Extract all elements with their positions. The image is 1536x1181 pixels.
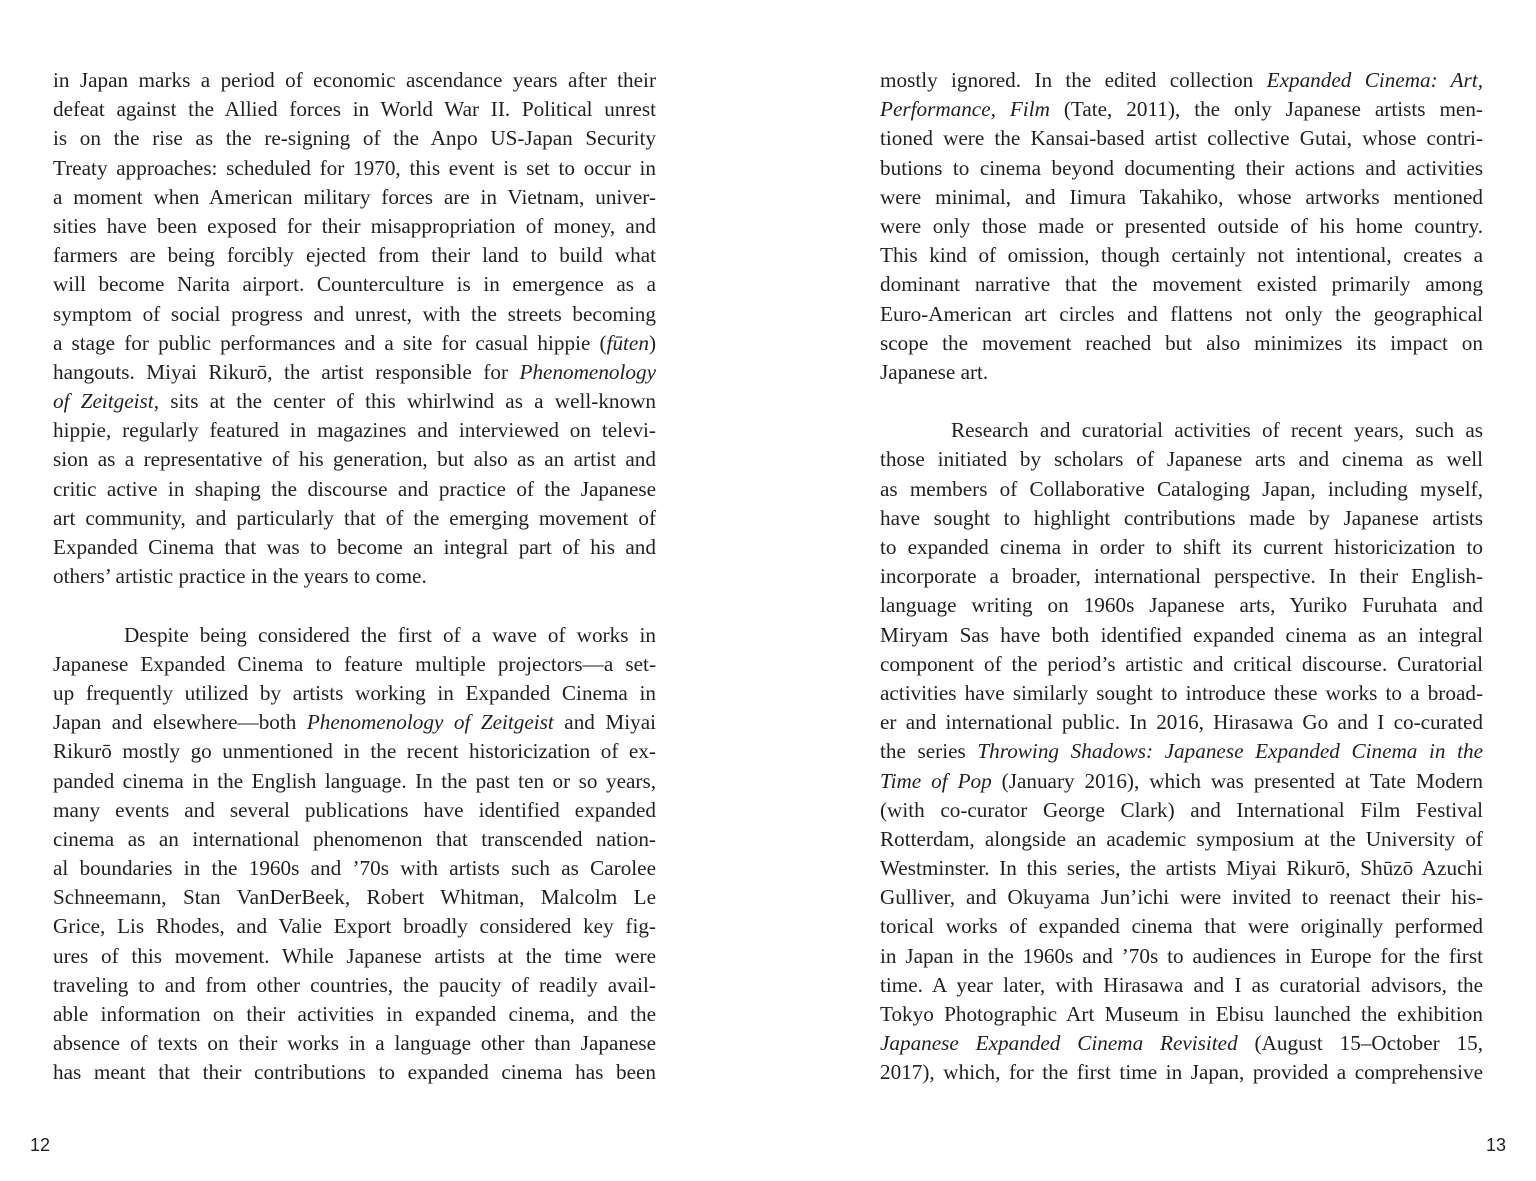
text-segment: were minimal, and Iimura Takahiko, whose artworks mentioned <box>880 184 1483 209</box>
text-segment: sion as a representative of his generation, but also as an artist and <box>53 447 656 472</box>
text-segment: ) <box>648 330 656 355</box>
text-line <box>53 796 656 825</box>
text-line <box>53 1058 656 1087</box>
text-line <box>53 912 656 941</box>
text-line <box>880 1058 1483 1087</box>
text-line <box>53 154 656 183</box>
text-segment: torical works of expanded cinema that were originally performed <box>880 914 1483 939</box>
paragraph <box>880 416 1483 1087</box>
text-segment: Expanded Cinema that was to become an integral part of his and <box>53 535 656 559</box>
text-segment: language writing on 1960s Japanese arts, Yuriko Furuhata and <box>880 593 1483 618</box>
text-segment: has meant that their contributions to expanded cinema has been <box>53 1060 656 1085</box>
text-segment: have sought to highlight contributions made by Japanese artists <box>880 505 1483 530</box>
text-segment: many events and several publications have identified expanded <box>53 797 656 822</box>
text-segment: scope the movement reached but also minimizes its impact on <box>880 330 1483 355</box>
text-line <box>53 358 656 387</box>
text-line <box>880 95 1483 124</box>
text-line <box>53 825 656 854</box>
text-line <box>880 183 1483 212</box>
text-line <box>880 591 1483 620</box>
text-line <box>880 416 1483 445</box>
text-segment: sities have been exposed for their misappropriation of money, and <box>53 213 656 238</box>
text-segment: Gulliver, and Okuyama Jun’ichi were invited to reenact their his- <box>880 885 1483 910</box>
text-line <box>880 912 1483 941</box>
text-segment: absence of texts on their works in a language other than Japanese <box>53 1031 656 1056</box>
text-line <box>53 183 656 212</box>
text-segment: Japanese art. <box>880 359 989 384</box>
text-line <box>880 533 1483 562</box>
text-segment: art community, and particularly that of the emerging movement of <box>53 505 656 530</box>
text-segment: Despite being considered the first of a wave of works in <box>124 622 656 647</box>
text-segment: Research and curatorial activities of recent years, such as <box>951 418 1483 443</box>
text-line <box>880 241 1483 270</box>
paragraph <box>53 621 656 1088</box>
text-segment: symptom of social progress and unrest, with the streets becoming <box>53 301 656 326</box>
text-line <box>53 883 656 912</box>
text-line <box>880 300 1483 329</box>
text-line <box>53 533 656 562</box>
text-line <box>53 329 656 358</box>
text-line <box>53 241 656 270</box>
text-segment: those initiated by scholars of Japanese arts and cinema as well <box>880 447 1483 472</box>
text-line <box>53 475 656 504</box>
text-line <box>53 767 656 796</box>
text-segment: butions to cinema beyond documenting their actions and activities <box>880 155 1483 180</box>
text-segment: Japanese Expanded Cinema to feature multiple projectors—a set- <box>53 651 656 676</box>
italic-title: Expanded Cinema: Art, <box>1266 68 1483 92</box>
text-segment: a moment when American military forces are in Vietnam, univer- <box>53 184 656 209</box>
text-line <box>53 416 656 445</box>
text-line <box>880 124 1483 153</box>
text-line <box>53 650 656 679</box>
text-segment: Treaty approaches: scheduled for 1970, this event is set to occur in <box>53 155 656 180</box>
text-line <box>53 270 656 299</box>
italic-title: Japanese Expanded Cinema Revisited <box>880 1031 1238 1056</box>
text-segment: defeat against the Allied forces in World War II. Political unrest <box>53 97 656 122</box>
text-segment: component of the period’s artistic and critical discourse. Curatorial <box>880 651 1483 676</box>
text-line <box>53 708 656 737</box>
text-segment: Japan and elsewhere—both <box>53 710 307 735</box>
text-line <box>880 329 1483 358</box>
text-segment: Rotterdam, alongside an academic symposium at the University of <box>880 826 1483 851</box>
text-segment: (Tate, 2011), the only Japanese artists men- <box>1049 97 1483 122</box>
text-segment: able information on their activities in expanded cinema, and the <box>53 1002 656 1026</box>
paragraph <box>880 66 1483 387</box>
text-segment: Rikurō mostly go unmentioned in the recent historicization of ex- <box>53 739 656 764</box>
text-line <box>880 971 1483 1000</box>
left-page-text-column <box>53 66 656 1117</box>
text-line <box>53 1000 656 1029</box>
text-segment: to expanded cinema in order to shift its current historicization to <box>880 535 1483 559</box>
text-segment: the series <box>880 739 978 764</box>
text-line <box>53 212 656 241</box>
text-line <box>880 679 1483 708</box>
right-page-text-column <box>880 66 1483 1117</box>
text-line <box>880 1029 1483 1058</box>
text-line <box>53 679 656 708</box>
text-segment: activities have similarly sought to introduce these works to a broad- <box>880 680 1483 705</box>
text-segment: time. A year later, with Hirasawa and I as curatorial advisors, the <box>880 972 1483 997</box>
text-line <box>53 95 656 124</box>
text-segment: Euro-American art circles and flattens not only the geographical <box>880 301 1483 326</box>
text-segment: al boundaries in the 1960s and ’70s with artists such as Carolee <box>53 856 656 881</box>
text-line <box>53 737 656 766</box>
text-line <box>880 154 1483 183</box>
text-segment: Tokyo Photographic Art Museum in Ebisu launched the exhibition <box>880 1002 1483 1026</box>
text-segment: er and international public. In 2016, Hirasawa Go and I co-curated <box>880 710 1483 735</box>
text-segment: will become Narita airport. Counterculture is in emergence as a <box>53 272 656 297</box>
text-line <box>53 854 656 883</box>
text-line <box>880 445 1483 474</box>
text-segment: mostly ignored. In the edited collection <box>880 68 1267 92</box>
text-line <box>53 942 656 971</box>
text-segment: Schneemann, Stan VanDerBeek, Robert Whitman, Malcolm Le <box>53 885 656 910</box>
text-segment: as members of Collaborative Cataloging Japan, including myself, <box>880 476 1483 501</box>
text-line <box>53 1029 656 1058</box>
text-segment: Grice, Lis Rhodes, and Valie Export broadly considered key fig- <box>53 914 656 939</box>
text-line <box>880 854 1483 883</box>
text-segment: in Japan in the 1960s and ’70s to audiences in Europe for the first <box>880 943 1483 968</box>
text-line <box>880 883 1483 912</box>
text-segment: up frequently utilized by artists working in Expanded Cinema in <box>53 680 656 705</box>
italic-title: Phenomenology <box>519 359 656 384</box>
text-line <box>53 66 656 95</box>
text-segment: (with co-curator George Clark) and International Film Festival <box>880 797 1483 822</box>
text-line <box>53 621 656 650</box>
text-line <box>880 1000 1483 1029</box>
text-segment: hangouts. Miyai Rikurō, the artist responsible for <box>53 359 520 384</box>
italic-title: Performance, Film <box>880 97 1050 122</box>
text-segment: (January 2016), which was presented at Tate Modern <box>991 768 1483 793</box>
text-segment: in Japan marks a period of economic ascendance years after their <box>53 68 656 92</box>
text-line <box>880 562 1483 591</box>
text-segment: Miryam Sas have both identified expanded cinema as an integral <box>880 622 1483 647</box>
text-line <box>880 767 1483 796</box>
text-segment: This kind of omission, though certainly not intentional, creates a <box>880 243 1483 268</box>
text-line <box>880 942 1483 971</box>
text-segment: others’ artistic practice in the years to come. <box>53 564 427 589</box>
text-segment: incorporate a broader, international perspective. In their English- <box>880 564 1483 589</box>
text-segment: is on the rise as the re-signing of the Anpo US-Japan Security <box>53 126 656 151</box>
text-line <box>880 737 1483 766</box>
text-line <box>53 300 656 329</box>
text-segment: (August 15–October 15, <box>1237 1031 1483 1056</box>
text-segment: traveling to and from other countries, the paucity of readily avail- <box>53 972 656 997</box>
text-segment: ures of this movement. While Japanese artists at the time were <box>53 943 656 968</box>
text-segment: a stage for public performances and a site for casual hippie ( <box>53 330 607 355</box>
text-segment: dominant narrative that the movement existed primarily among <box>880 272 1483 297</box>
text-line <box>880 825 1483 854</box>
italic-title: Time of Pop <box>880 768 992 793</box>
page-number-left: 12 <box>30 1135 51 1155</box>
text-line <box>880 212 1483 241</box>
italic-title: of Zeitgeist <box>53 389 154 414</box>
text-line <box>880 66 1483 95</box>
page-number-right: 13 <box>1485 1135 1506 1155</box>
text-segment: 2017), which, for the first time in Japan, provided a comprehensive <box>880 1060 1483 1085</box>
text-line <box>53 562 656 591</box>
text-segment: hippie, regularly featured in magazines and interviewed on televi- <box>53 418 656 443</box>
text-segment: Westminster. In this series, the artists Miyai Rikurō, Shūzō Azuchi <box>880 856 1483 881</box>
text-line <box>53 124 656 153</box>
text-line <box>880 270 1483 299</box>
text-line <box>53 445 656 474</box>
italic-title: Throwing Shadows: Japanese Expanded Cinema in the <box>977 739 1483 764</box>
text-line <box>53 387 656 416</box>
text-line <box>880 504 1483 533</box>
text-segment: were only those made or presented outside of his home country. <box>880 213 1483 238</box>
text-line <box>880 650 1483 679</box>
italic-title: fūten <box>606 330 649 355</box>
text-line <box>880 621 1483 650</box>
text-segment: panded cinema in the English language. In the past ten or so years, <box>53 768 656 793</box>
text-segment: tioned were the Kansai-based artist collective Gutai, whose contri- <box>880 126 1483 151</box>
text-segment: farmers are being forcibly ejected from their land to build what <box>53 243 656 268</box>
text-line <box>880 475 1483 504</box>
text-line <box>880 358 1483 387</box>
text-line <box>880 796 1483 825</box>
text-segment: critic active in shaping the discourse and practice of the Japanese <box>53 476 656 501</box>
text-line <box>53 504 656 533</box>
text-segment: , sits at the center of this whirlwind as a well-known <box>153 389 656 414</box>
text-segment: cinema as an international phenomenon that transcended nation- <box>53 826 656 851</box>
paragraph <box>53 66 656 591</box>
italic-title: Phenomenology of Zeitgeist <box>306 710 554 735</box>
text-line <box>880 708 1483 737</box>
text-line <box>53 971 656 1000</box>
text-segment: and Miyai <box>553 710 656 735</box>
